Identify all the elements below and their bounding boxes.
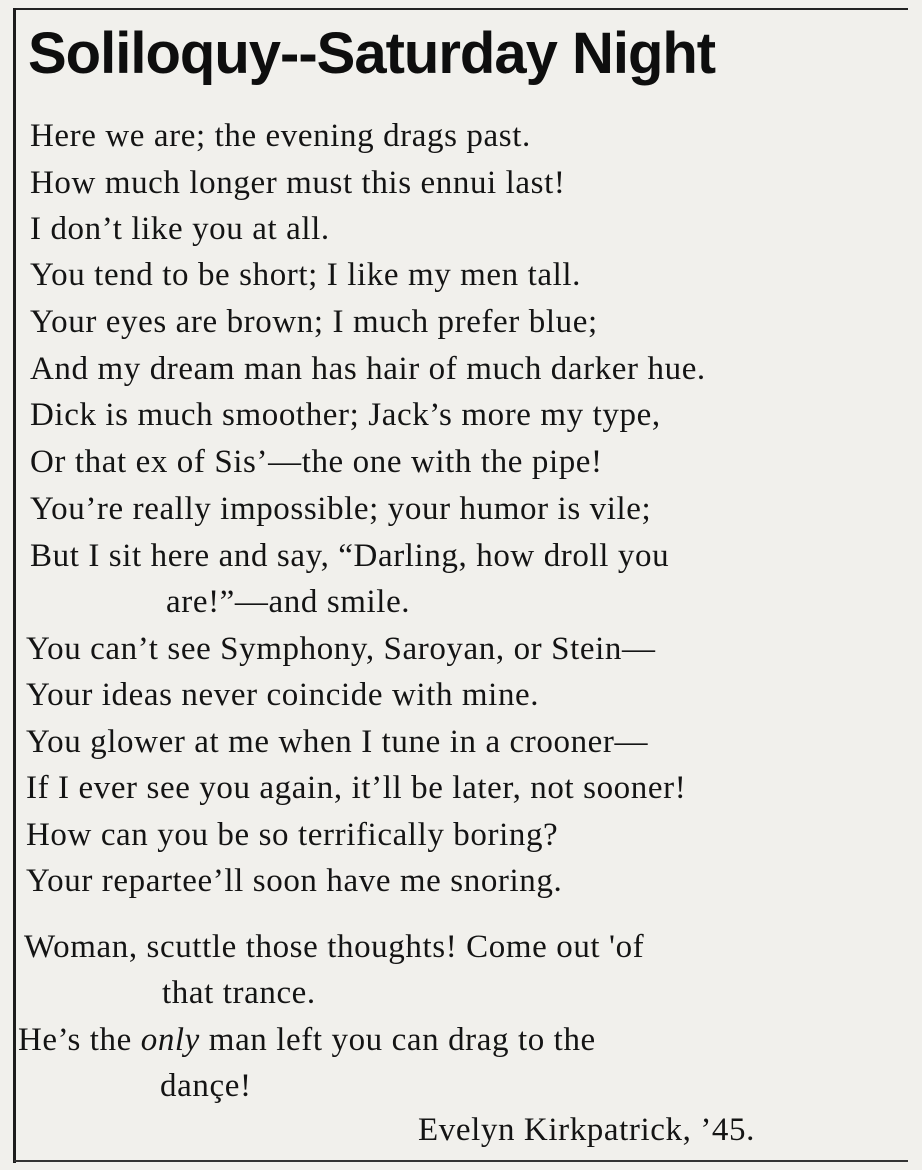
poem-line: dançe! xyxy=(160,1068,252,1104)
poem-line: Your repartee’ll soon have me snoring. xyxy=(26,863,563,899)
poem-line: And my dream man has hair of much darker hue. xyxy=(30,351,706,387)
poem-line: You glower at me when I tune in a crooner— xyxy=(26,724,649,760)
poem-line: You can’t see Symphony, Saroyan, or Stein— xyxy=(26,631,656,667)
poem-line: If I ever see you again, it’ll be later, not sooner! xyxy=(26,770,687,806)
poem-line: How much longer must this ennui last! xyxy=(30,165,566,201)
emphasis-only: only xyxy=(140,1022,200,1058)
poem-line: are!”—and smile. xyxy=(166,584,411,620)
poem-title: Soliloquy--Saturday Night xyxy=(28,21,716,86)
line-text: man left you can drag to the xyxy=(208,1022,596,1058)
poem-line: Your ideas never coincide with mine. xyxy=(26,677,540,713)
author-signature: Evelyn Kirkpatrick, ’45. xyxy=(418,1112,755,1148)
poem-line: Woman, scuttle those thoughts! Come out 'of xyxy=(24,929,645,965)
poem-line: You’re really impossible; your humor is vile; xyxy=(30,491,652,527)
poem-line: Or that ex of Sis’—the one with the pipe! xyxy=(30,444,603,480)
poem-line: Here we are; the evening drags past. xyxy=(30,118,531,154)
poem-line: Dick is much smoother; Jack’s more my type, xyxy=(30,397,661,433)
poem-line xyxy=(18,1024,596,1057)
poem-line: I don’t like you at all. xyxy=(30,211,330,247)
poem-line: But I sit here and say, “Darling, how droll you xyxy=(30,538,670,574)
poem-line: that trance. xyxy=(162,975,316,1011)
poem-line: You tend to be short; I like my men tall. xyxy=(30,257,582,293)
line-text: He’s the xyxy=(18,1022,132,1058)
poem-line: Your eyes are brown; I much prefer blue; xyxy=(30,304,598,340)
poem-line: How can you be so terrifically boring? xyxy=(26,817,559,853)
